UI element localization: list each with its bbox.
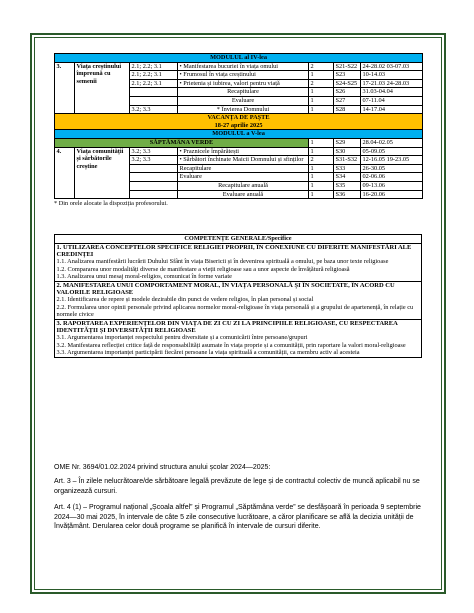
dates-cell: 16-20.06 bbox=[361, 190, 423, 199]
lesson-cell: Recapitulare bbox=[178, 164, 309, 173]
competence-cell bbox=[130, 173, 178, 182]
dates-cell: 28.04-02.05 bbox=[361, 138, 423, 147]
week-cell: S35 bbox=[334, 181, 361, 190]
list-item: 1.3. Analizarea unui mesaj moral-religios, comunicat în forme variate bbox=[56, 273, 232, 281]
lesson-cell: Evaluare bbox=[178, 96, 309, 105]
competences-header: COMPETENȚE GENERALE/Specifice bbox=[55, 235, 422, 243]
article-4: Art. 4 (1) – Programul național „Școala altfel” și Programul „Săptămâna verde” se desfășoară în perioada 9 septembrie 2024—30 mai 2025, în intervale de câte 5 zile consecutive lucrătoare, a căror planificare se află la decizia unității de învățământ. Derularea celor două programe se planifică în intervale de cursuri diferite. bbox=[54, 504, 421, 531]
dates-cell: 24-28.02 03-07.03 bbox=[361, 62, 423, 71]
hours-cell: 1 bbox=[309, 138, 334, 147]
hours-cell: 1 bbox=[309, 105, 334, 114]
order-reference: OME Nr. 3694/01.02.2024 privind structura anului școlar 2024—2025: bbox=[54, 464, 271, 471]
table-row bbox=[55, 62, 423, 71]
lesson-cell: Recapitulare anuală bbox=[178, 181, 309, 190]
week-cell: S24-S25 bbox=[334, 79, 361, 88]
week-cell: S27 bbox=[334, 96, 361, 105]
dates-cell: 07-11.04 bbox=[361, 96, 423, 105]
dates-cell: 02-06.06 bbox=[361, 173, 423, 182]
table-row bbox=[55, 147, 423, 156]
competence-cell: 3.2; 3.3 bbox=[130, 105, 178, 114]
dates-cell: 17-21.03 24-28.03 bbox=[361, 79, 423, 88]
competence-cell bbox=[130, 164, 178, 173]
hours-cell: 1 bbox=[309, 71, 334, 80]
lesson-cell: • Praznicele împărătești bbox=[178, 147, 309, 156]
lesson-cell: • Prietenia și iubirea, valori pentru viață bbox=[178, 79, 309, 88]
article-3: Art. 3 – În zilele nelucrătoare/de sărbătoare legală prevăzute de lege și de contractul colectiv de muncă aplicabil nu se organizează cursuri. bbox=[54, 478, 420, 495]
dates-cell: 05-09.05 bbox=[361, 147, 423, 156]
section-title: 1. UTILIZAREA CONCEPTELOR SPECIFICE RELIGIEI PROPRII, ÎN CONEXIUNE CU DIFERITE MANIFESTĂRI ALE CREDINȚEI bbox=[56, 243, 412, 258]
week-cell: S36 bbox=[334, 190, 361, 199]
week-cell: S21-S22 bbox=[334, 62, 361, 71]
module-v-row bbox=[55, 130, 423, 139]
dates-cell: 09-13.06 bbox=[361, 181, 423, 190]
vacation-row bbox=[55, 114, 423, 130]
hours-cell: 1 bbox=[309, 147, 334, 156]
lesson-cell: • Sărbători închinate Maicii Domnului și sfinților bbox=[178, 156, 309, 165]
vacation-cell bbox=[55, 114, 423, 130]
dates-cell: 26-30.05 bbox=[361, 164, 423, 173]
competence-cell bbox=[130, 96, 178, 105]
list-item: 3.1. Argumentarea importanței respectului pentru diversitate și a comunicării între persoane/grupuri bbox=[56, 334, 308, 342]
hours-cell: 2 bbox=[309, 79, 334, 88]
competence-section bbox=[55, 243, 422, 281]
week-cell: S30 bbox=[334, 147, 361, 156]
vacation-dates: 18-27 aprilie 2025 bbox=[214, 121, 263, 129]
hours-cell: 1 bbox=[309, 190, 334, 199]
unit-title: Viața comunității și sărbătorile creștine bbox=[75, 147, 130, 199]
hours-cell: 2 bbox=[309, 156, 334, 165]
content-area bbox=[54, 53, 422, 358]
list-item: 3.3. Argumentarea importanței participării fiecărei persoane la viața spirituală a comunității, ca membru activ al acesteia bbox=[56, 349, 360, 357]
dates-cell: 12-16.05 19-23.05 bbox=[361, 156, 423, 165]
hours-cell: 1 bbox=[309, 88, 334, 97]
week-cell: S31-S32 bbox=[334, 156, 361, 165]
planning-table bbox=[54, 53, 423, 199]
dates-cell: 10-14.03 bbox=[361, 71, 423, 80]
footnote: * Din orele alocate la dispoziția profesorului. bbox=[54, 200, 168, 208]
hours-cell: 1 bbox=[309, 173, 334, 182]
hours-cell: 2 bbox=[309, 62, 334, 71]
lesson-cell: • Frumosul în viața creștinului bbox=[178, 71, 309, 80]
competence-section bbox=[55, 319, 422, 357]
competence-cell: 2.1; 2.2; 3.1 bbox=[130, 79, 178, 88]
list-item: 1.2. Compararea unor modalități diverse de manifestare a vieții religioase sau a unor aspecte de învățătură religioasă bbox=[56, 265, 350, 273]
week-cell: S26 bbox=[334, 88, 361, 97]
lesson-cell: Evaluare anuală bbox=[178, 190, 309, 199]
hours-cell: 1 bbox=[309, 181, 334, 190]
dates-cell: 14-17.04 bbox=[361, 105, 423, 114]
week-cell: S23 bbox=[334, 71, 361, 80]
week-cell: S28 bbox=[334, 105, 361, 114]
module-v-heading: MODULUL a V-lea bbox=[55, 130, 423, 139]
week-cell: S33 bbox=[334, 164, 361, 173]
dates-cell: 31.03-04.04 bbox=[361, 88, 423, 97]
section-title: 3. RAPORTAREA EXPERIENȚELOR DIN VIAȚA DE ZI CU ZI LA PRINCIPIILE RELIGIOASE, CU RESPECTAREA IDENTITĂȚII ȘI DIVERSITĂȚII RELIGIOASE bbox=[56, 319, 398, 334]
section-title: 2. MANIFESTAREA UNUI COMPORTAMENT MORAL, ÎN VIAȚA PERSONALĂ ȘI ÎN SOCIETATE, ÎN ACORD CU VALORILE RELIGIOASE bbox=[56, 281, 395, 296]
hours-cell: 1 bbox=[309, 164, 334, 173]
module-iv-heading: MODULUL al IV-lea bbox=[55, 54, 423, 63]
module-iv-row bbox=[55, 54, 423, 63]
lesson-cell: Evaluare bbox=[178, 173, 309, 182]
list-item: 2.1. Identificarea de repere și modele dezirabile din punct de vedere religios, în plan personal și social bbox=[56, 296, 314, 304]
competence-cell bbox=[130, 181, 178, 190]
competences-table bbox=[54, 234, 422, 358]
list-item: 1.1. Analizarea manifestării lucrării Duhului Sfânt în viața Bisericii și în devenirea spirituală a omului, pe baza unor texte religioase bbox=[56, 258, 389, 266]
lesson-cell: Recapitulare bbox=[178, 88, 309, 97]
competence-cell bbox=[130, 88, 178, 97]
competence-cell bbox=[130, 190, 178, 199]
green-week-label: SĂPTĂMÂNA VERDE bbox=[55, 138, 309, 147]
list-item: 2.2. Formularea unor opinii personale privind aplicarea normelor moral-religioase în viața personală și a grupului de apartenență, în relație cu normele civice bbox=[56, 303, 414, 319]
lesson-cell: • Manifestarea bucuriei în viața omului bbox=[178, 62, 309, 71]
competence-cell: 2.1; 2.2; 3.1 bbox=[130, 71, 178, 80]
week-cell: S29 bbox=[334, 138, 361, 147]
week-cell: S34 bbox=[334, 173, 361, 182]
green-week-row bbox=[55, 138, 423, 147]
unit-number: 4. bbox=[55, 147, 75, 199]
lesson-cell: * Învierea Domnului bbox=[178, 105, 309, 114]
competence-cell: 3.2; 3.3 bbox=[130, 156, 178, 165]
competence-cell: 2.1; 2.2; 3.1 bbox=[130, 62, 178, 71]
vacation-title: VACANȚA DE PAȘTE bbox=[207, 114, 270, 122]
unit-number: 3. bbox=[55, 62, 75, 114]
list-item: 3.2. Manifestarea reflecției critice față de responsabilități asumate în viața proprie și a comunității, prin raportare la valori moral-religioase bbox=[56, 341, 406, 349]
hours-cell: 1 bbox=[309, 96, 334, 105]
competence-section bbox=[55, 281, 422, 319]
unit-title: Viața creștinului împreună cu semenii bbox=[75, 62, 130, 114]
competence-cell: 3.2; 3.3 bbox=[130, 147, 178, 156]
